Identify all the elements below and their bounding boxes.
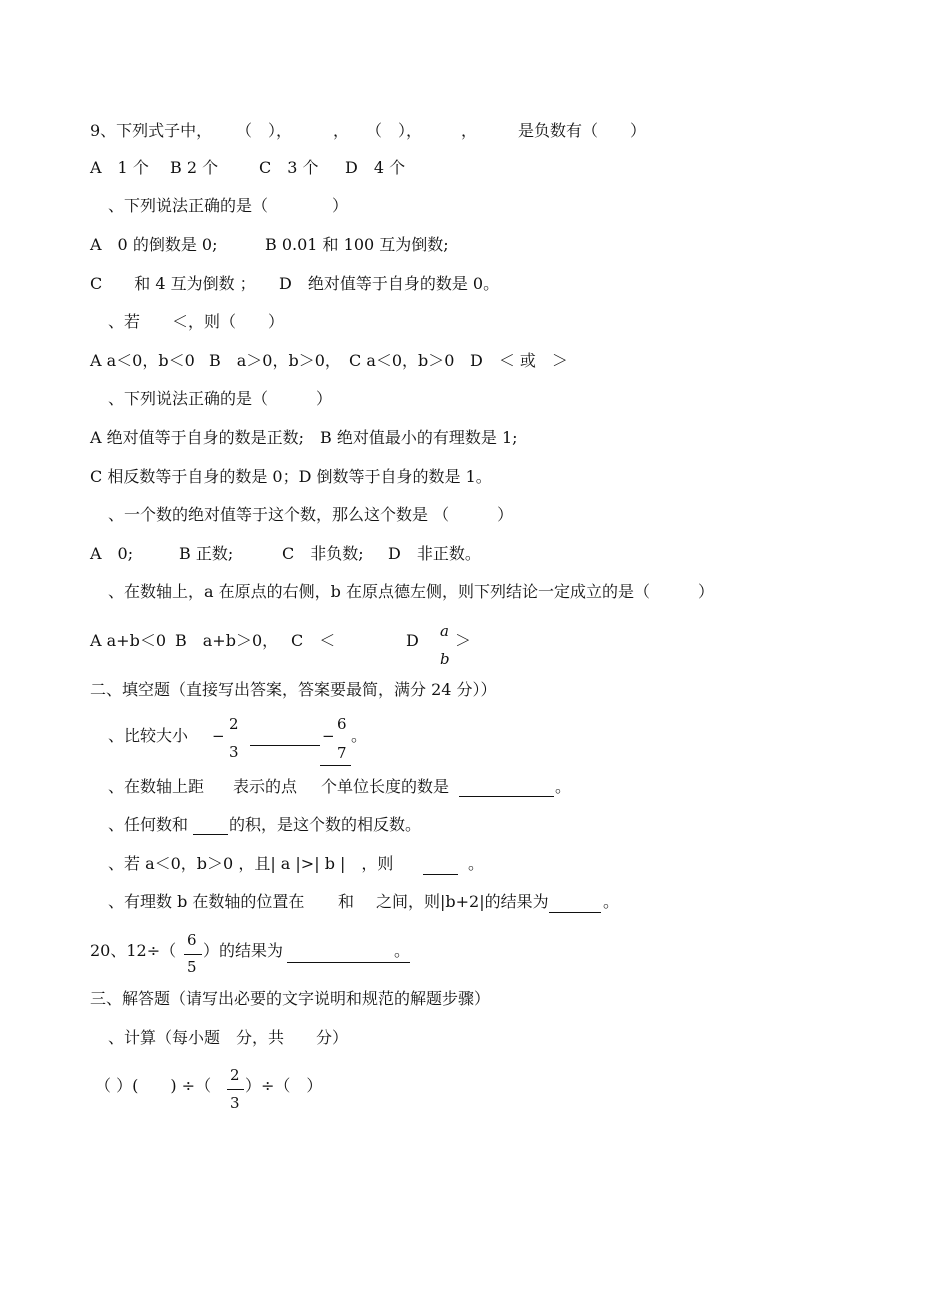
q9-comma-2: ， bbox=[461, 121, 478, 140]
q9-paren-2: （ ）， bbox=[366, 121, 423, 140]
q14-option-a: A a+b＜0 bbox=[90, 631, 167, 650]
q15-stem: 、比较大小 bbox=[108, 726, 189, 745]
q14-stem: 、在数轴上，a 在原点的右侧，b 在原点德左侧，则下列结论一定成立的是（ ） bbox=[108, 582, 714, 601]
q9-option-b: B 2 个 bbox=[170, 158, 219, 177]
q15-denominator-1: 3 bbox=[229, 743, 239, 761]
q9-comma-1: ， bbox=[333, 121, 350, 140]
q17-text-1: 、任何数和 bbox=[108, 815, 189, 834]
q11-option-a: A a＜0，b＜0 bbox=[90, 351, 195, 370]
q21-numerator: 2 bbox=[230, 1066, 240, 1084]
q20-text-2: ）的结果为 bbox=[203, 941, 284, 960]
q19-text-and: 和 bbox=[338, 892, 355, 911]
q19-period: 。 bbox=[603, 892, 620, 911]
q16-answer-blank[interactable] bbox=[459, 796, 554, 797]
q19-answer-blank[interactable] bbox=[549, 912, 601, 913]
q10-option-d: D 绝对值等于自身的数是 0。 bbox=[279, 274, 500, 293]
section-2-title: 二、填空题（直接写出答案，答案要最简，满分 24 分）） bbox=[90, 680, 497, 699]
q16-period: 。 bbox=[555, 777, 572, 796]
q18-period: 。 bbox=[468, 854, 485, 873]
q21-expr-1: （ ）( ) ÷（ bbox=[95, 1076, 212, 1095]
q9-paren-1: （ ）， bbox=[236, 121, 293, 140]
q13-stem: 、一个数的绝对值等于这个数，那么这个数是 （ ） bbox=[108, 505, 514, 524]
section-3-title: 三、解答题（请写出必要的文字说明和规范的解题步骤） bbox=[90, 989, 491, 1008]
q19-text-2: 之间，则|b+2|的结果为 bbox=[376, 892, 549, 911]
q15-denominator-2: 7 bbox=[337, 744, 347, 762]
q20-fraction-bar bbox=[184, 954, 202, 955]
q19-text-1: 、有理数 b 在数轴的位置在 bbox=[108, 892, 305, 911]
q16-text-2: 表示的点 bbox=[233, 777, 298, 796]
q11-option-c: C a＜0，b＞0 bbox=[349, 351, 455, 370]
q18-text: 、若 a＜0，b＞0 ，且| a |>| b | ，则 bbox=[108, 854, 394, 873]
q20-text-1: 20、12÷（ bbox=[90, 941, 177, 960]
q21-stem: 、计算（每小题 分，共 分） bbox=[108, 1028, 349, 1047]
q13-option-c: C 非负数; bbox=[282, 544, 364, 563]
q15-fraction-bar bbox=[320, 765, 351, 766]
q14-option-c: C ＜ bbox=[291, 631, 336, 650]
q13-option-d: D 非正数。 bbox=[388, 544, 481, 563]
q14-option-d: D bbox=[406, 631, 419, 650]
q11-option-d: D ＜ 或 ＞ bbox=[470, 351, 568, 370]
q18-answer-blank[interactable] bbox=[423, 874, 458, 875]
q17-text-2: 的积，是这个数的相反数。 bbox=[229, 815, 422, 834]
q15-numerator-2: 6 bbox=[337, 715, 347, 733]
q9-option-a: A 1 个 bbox=[90, 158, 149, 177]
q14-greater-than: ＞ bbox=[455, 631, 472, 650]
q14-fraction-numerator: a bbox=[440, 622, 449, 640]
q9-stem-start: 9、下列式子中， bbox=[90, 121, 213, 140]
q20-denominator: 5 bbox=[187, 958, 197, 976]
q15-minus-2: − bbox=[322, 727, 335, 745]
q15-answer-blank[interactable] bbox=[250, 745, 320, 746]
q9-stem-end: 是负数有（ ） bbox=[518, 121, 647, 140]
q13-option-b: B 正数; bbox=[179, 544, 234, 563]
q9-option-d: D 4 个 bbox=[345, 158, 406, 177]
q13-option-a: A 0; bbox=[90, 544, 134, 563]
q15-period: 。 bbox=[351, 726, 368, 745]
q21-fraction-bar bbox=[227, 1089, 244, 1090]
q10-stem: 、下列说法正确的是（ ） bbox=[108, 196, 349, 215]
q14-fraction-denominator: b bbox=[440, 650, 450, 668]
q10-option-b: B 0.01 和 100 互为倒数; bbox=[265, 235, 449, 254]
q10-option-c: C 和 4 互为倒数 ； bbox=[90, 274, 256, 293]
q11-option-b: B a＞0，b＞0， bbox=[209, 351, 341, 370]
q16-text-3: 个单位长度的数是 bbox=[321, 777, 450, 796]
q10-option-a: A 0 的倒数是 0; bbox=[90, 235, 218, 254]
q12-options-line-2: C 相反数等于自身的数是 0；D 倒数等于自身的数是 1。 bbox=[90, 467, 492, 486]
q11-stem: 、若 ＜，则（ ） bbox=[108, 312, 285, 331]
q20-period: 。 bbox=[394, 941, 411, 960]
q16-text-1: 、在数轴上距 bbox=[108, 777, 205, 796]
q15-minus-1: − bbox=[212, 727, 225, 745]
q21-expr-2: ）÷（ ） bbox=[245, 1076, 323, 1095]
q21-denominator: 3 bbox=[230, 1094, 240, 1112]
q9-option-c: C 3 个 bbox=[259, 158, 319, 177]
q20-numerator: 6 bbox=[187, 931, 197, 949]
q15-numerator-1: 2 bbox=[229, 715, 239, 733]
q12-stem: 、下列说法正确的是（ ） bbox=[108, 389, 333, 408]
q17-answer-blank[interactable] bbox=[193, 834, 228, 835]
q14-option-b: B a+b＞0， bbox=[175, 631, 279, 650]
q12-options-line-1: A 绝对值等于自身的数是正数; B 绝对值最小的有理数是 1; bbox=[90, 428, 518, 447]
q20-answer-blank[interactable] bbox=[287, 962, 410, 963]
